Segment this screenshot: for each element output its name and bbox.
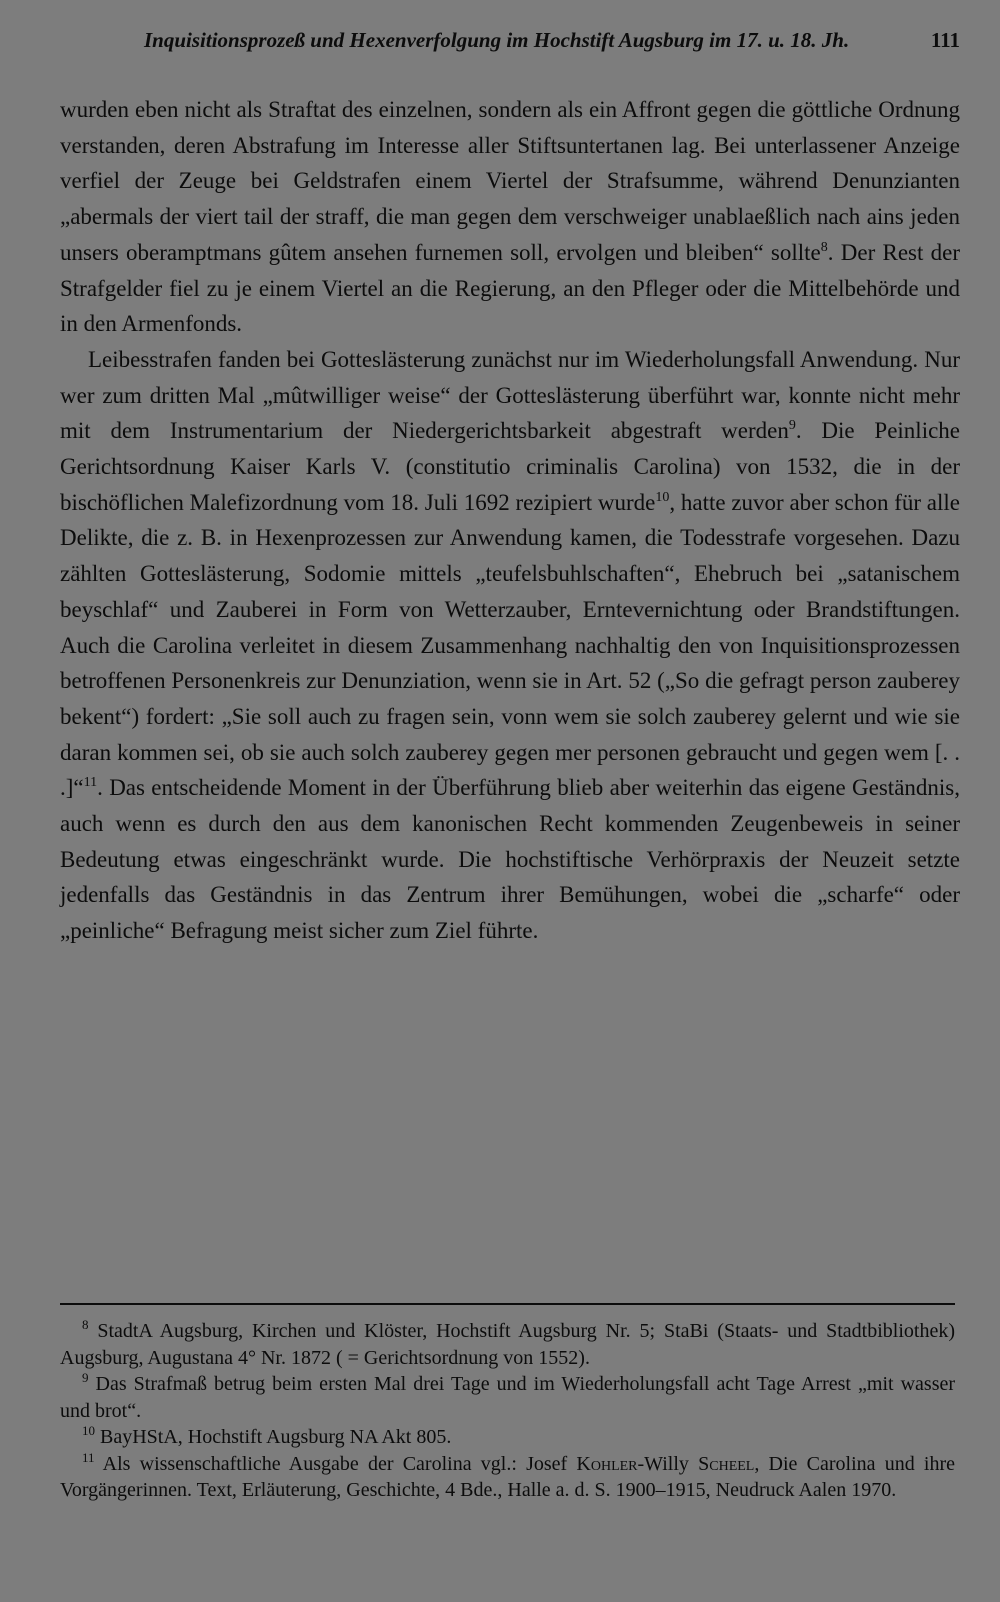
running-head [144, 28, 960, 53]
footnote-text: Als wissenschaftliche Ausgabe der Carolina vgl.: Josef [102, 1452, 577, 1475]
paragraph-1 [60, 92, 960, 342]
footnote-ref-8: 8 [820, 239, 828, 255]
author-name-scheel: Scheel [698, 1452, 755, 1475]
body-text [60, 92, 960, 949]
footnotes [60, 1318, 955, 1504]
running-head-title: Inquisitionsprozeß und Hexenverfolgung im Hochstift Augsburg im 17. u. 18. Jh. [144, 28, 850, 52]
footnote-number: 8 [82, 1317, 89, 1332]
footnote-11 [60, 1451, 955, 1504]
footnote-text: -Willy [637, 1452, 699, 1475]
footnote-number: 11 [82, 1449, 95, 1465]
footnote-text: Das Strafmaß betrug beim ersten Mal drei Tage und im Wiederholungsfall acht Tage Arrest „mit wasser und brot“. [60, 1373, 956, 1422]
footnote-number: 9 [82, 1370, 89, 1385]
footnote-separator [60, 1303, 955, 1305]
paragraph-2-text-b: . Die Peinliche Gerichtsordnung Kaiser Karls V. (constitutio criminalis Carolina) von 1532, die in der bischöflichen Malefizordnung vom 18. Juli 1692 rezipiert wurde [60, 418, 961, 515]
page-number: 111 [930, 28, 960, 52]
paragraph-1-text-a: wurden eben nicht als Straftat des einzelnen, sondern als ein Affront gegen die göttliche Ordnung verstanden, deren Abstrafung im Interesse aller Stiftsuntertanen lag. Bei unterlassener Anzeige verfiel der Zeuge bei Geldstrafen einem Viertel der Strafsumme, während Denunzianten „abermals der viert tail der straff, die man gegen dem verschweiger unablaeßlich nach ains jeden unsers oberamptmans gûtem ansehen furnemen soll, ervolgen und bleiben“ sollte [60, 97, 960, 265]
author-name-kohler: Kohler [576, 1452, 638, 1475]
footnote-10 [60, 1424, 955, 1451]
footnote-9 [60, 1371, 955, 1424]
paragraph-1-text-b: . Der Rest der Strafgelder fiel zu je einem Viertel an die Regierung, an den Pfleger oder die Mittelbehörde und in den Armenfonds. [60, 239, 960, 337]
footnote-text: BayHStA, Hochstift Augsburg NA Akt 805. [100, 1426, 452, 1448]
footnote-ref-9: 9 [788, 418, 796, 434]
footnote-ref-11: 11 [83, 775, 98, 791]
footnote-text: , Die Carolina und ihre Vorgängerinnen. Text, Erläuterung, Geschichte, 4 Bde., Halle a. d. S. 1900–1915, Neudruck Aalen 1970. [60, 1452, 956, 1501]
paragraph-2-text-d: . Das entscheidende Moment in der Überführung blieb aber weiterhin das eigene Geständnis, auch wenn es durch den aus dem kanonischen Recht kommenden Zeugenbeweis in seiner Bedeutung etwas eingeschränkt wurde. Die hochstiftische Verhörpraxis der Neuzeit setzte jedenfalls das Geständnis in das Zentrum ihrer Bemühungen, wobei die „scharfe“ oder „peinliche“ Befragung meist sicher zum Ziel führte. [60, 775, 960, 944]
footnote-number: 10 [82, 1423, 95, 1438]
footnote-ref-10: 10 [655, 489, 670, 505]
paragraph-2 [60, 342, 960, 949]
footnote-text: StadtA Augsburg, Kirchen und Klöster, Hochstift Augsburg Nr. 5; StaBi (Staats- und Stadtbibliothek) Augsburg, Augustana 4° Nr. 1872 ( = Gerichtsordnung von 1552). [60, 1320, 956, 1369]
paragraph-2-text-a: Leibesstrafen fanden bei Gotteslästerung zunächst nur im Wiederholungsfall Anwendung. Nur wer zum dritten Mal „mûtwilliger weise“ der Gotteslästerung überführt war, konnte nicht mehr mit dem Instrumentarium der Niedergerichtsbarkeit abgestraft werden [60, 346, 960, 444]
footnote-8 [60, 1318, 955, 1371]
paragraph-2-text-c: , hatte zuvor aber schon für alle Delikte, die z. B. in Hexenprozessen zur Anwendung kamen, die Todesstrafe vorgesehen. Dazu zählten Gotteslästerung, Sodomie mittels „teufelsbuhlschaften“, Ehebruch bei „satanischem beyschlaf“ und Zauberei in Form von Wetterzauber, Erntevernichtung oder Brandstiftungen. Auch die Carolina verleitet in diesem Zusammenhang nachhaltig den von Inquisitionsprozessen betroffenen Personenkreis zur Denunziation, wenn sie in Art. 52 („So die gefragt person zauberey bekent“) fordert: „Sie soll auch zu fragen sein, vonn wem sie solch zauberey gelernt und wie sie daran kommen sei, ob sie auch solch zauberey gegen mer personen gebraucht und gegen wem [. . .]“ [60, 489, 960, 801]
